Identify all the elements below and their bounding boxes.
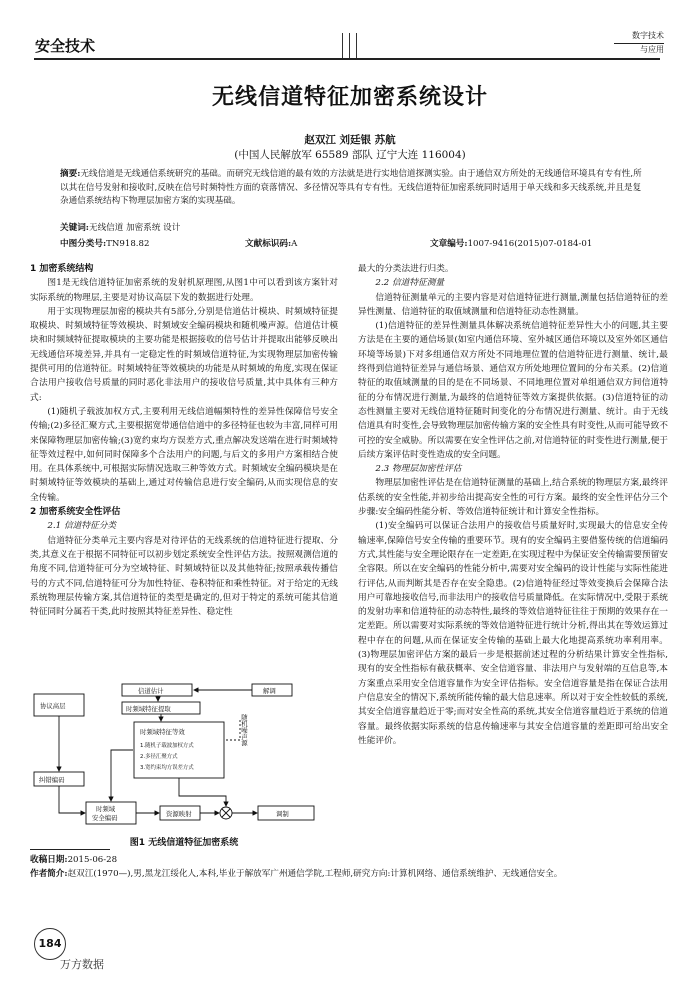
- article-number: [430, 237, 592, 249]
- label-opt2: 2.多径汇聚方式: [140, 754, 178, 760]
- header-divider: [349, 33, 350, 58]
- watermark: 万方数据: [60, 958, 104, 971]
- journal-logo: [614, 30, 664, 60]
- paragraph: (1)安全编码可以保证合法用户的接收信号质量好时,实现最大的信息安全传输速率,保障信号安全传输的重要环节。现有的安全编码主要借鉴传统的信道编码方式,其性能与安全理论限存在一定差距,在实现过程中为保证安全传输需要预留安全容限。所以在安全编码的性能分析中,需要对安全编码的设计性能与实际性能进行评估,从而判断其是否存在安全隐患。(2)信道特征经过等效变换后会保障合法用户可靠地接收信号,而非法用户的接收信号质量降低。在实际情况中,受限于系统的发射功率和信道特征的动态特性,最终的等效信道特征往往于预期的效果存在一定差距。所以需要对实际系统的等效信道特征进行统计分析,得出其在等效运算过程中存在的问题,从而在保证安全传输的基础上最大化地提高系统功率利用率。(3)物理层加密评估方案的最后一步是根据前述过程的分析结果计算安全性指标,现有的安全性指标有截获概率、安全信道容量、非法用户与发射端的互信息等,本方案重点采用安全信道容量作为安全评估指标。安全信道容量是指在保证合法用户信息安全的情况下,系统所能传输的最大信息速率。所以对于安全性较低的系统,其安全信道容量趋近于零;而对安全性高的系统,其安全信道容量趋近于系统的信道容量。最终依据实际系统的信息传输速率与其安全信道容量的差距即可给出安全性能评价。: [358, 521, 668, 746]
- clc-value: TN918.82: [106, 239, 150, 249]
- figure-caption: 图1 无线信道特征加密系统: [129, 838, 239, 848]
- right-column: [358, 262, 668, 748]
- journal-logo-bottom: 与应用: [614, 43, 664, 56]
- header-rule: [34, 58, 660, 60]
- paragraph: 用于实现物理层加密的模块共有5部分,分别是信道估计模块、时频域特征提取模块、时频域特征等效模块、时频域安全编码模块和随机噪声源。信道估计模块和时频域特征提取模块的主要功能是根据接收的信号估计并提取出能够反映出无线通信环境差异,并具有一定稳定性的时频域信道特征,为实现物理层加密传输提供可用的信道特征。时频域特征等效模块的功能是从时频域的角度,实现在保证合法用户接收信号质量的同时恶化非法用户的接收信号质量,其中具体有三种方式:: [30, 306, 338, 403]
- paragraph: 最大的分类法进行归类。: [358, 264, 454, 274]
- label-opt3: 3.宽约束均方误差方式: [140, 765, 194, 771]
- header-divider: [342, 33, 343, 58]
- bio-text: 赵双江(1970—),男,黑龙江绥化人,本科,毕业于解放军广州通信学院,工程师,研究方向:计算机网络、通信系统维护、无线通信安全。: [67, 869, 563, 879]
- section-heading: 2.2 信道特征测量: [375, 278, 445, 289]
- footnote-rule: [30, 849, 110, 850]
- keywords-label: 关键词:: [60, 223, 89, 233]
- doc-label: 文献标识码:: [245, 239, 292, 249]
- keywords: [60, 221, 648, 233]
- affiliation: (中国人民解放军 65589 部队 辽宁大连 116004): [234, 149, 466, 161]
- label-ecc: 纠错编码: [39, 776, 65, 784]
- paragraph: 信道特征分类单元主要内容是对待评估的无线系统的信道特征进行提取、分类,其意义在于根据不同特征可以初步划定系统安全性评估方法。按照观测信道的角度不同,信道特征可分为空域特征、时频域特征以及其他特征;按照承载传播信号的方式不同,信道特征可分为加性特征、卷积特征和乘性特征。对于给定的无线系统物理层传输方案,其信道特征的类型是确定的,但对于特定的系统可能其信道特征同时分属若干类,此时按照其特征差异性、稳定性: [30, 535, 338, 618]
- abstract-label: 摘要:: [60, 169, 81, 179]
- abstract-text: 无线信道是无线通信系统研究的基础。而研究无线信道的最有效的方法就是进行实地信道探测实验。由于通信双方所处的无线通信环境具有专有性,所以其在信号发射和接收时,反映在信号时频特性方面的衰落情况、多径情况等具有专有性。无线信道特征加密系统同时适用于单天线和多天线系统,并且是复杂通信系统结构下物理层加密方案的实现基础。: [60, 169, 642, 206]
- paper-title: 无线信道特征加密系统设计: [211, 85, 488, 110]
- section-tag: 安全技术: [35, 37, 96, 55]
- label-protocol: 协议高层: [40, 702, 66, 710]
- header-divider: [356, 33, 357, 58]
- keywords-text: 无线信道 加密系统 设计: [88, 223, 181, 233]
- doc-value: A: [291, 239, 298, 249]
- paragraph: (1)信道特征的差异性测量具体解决系统信道特征差异性大小的问题,其主要方法是在主要的通信场景(如室内通信环境、室外城区通信环境以及室外郊区通信环境等场景)下对多组通信双方所处不同地理位置的信道特征进行测量、统计,最终得到信道特征差异与通信场景、通信双方所处地理位置间的分布关系。(2)信道特征的取值域测量的目的是在不同场景、不同地理位置对单组通信双方间信道特征的分布情况进行测量,为最终的信道特征等效方案提供依据。(3)信道特征的动态性测量主要对无线信道特征随时间变化的分布情况进行测量、统计。由于无线信道具有时变性,会导致物理层加密传输方案的安全性具有时变性,从而可能导致不可控的安全威胁。所以需要在安全性评估之前,对信道特征的时变性进行测量,便于后续方案评估时变性造成的安全问题。: [358, 321, 668, 460]
- label-chest: 信道估计: [138, 687, 164, 695]
- received-value: 2015-06-28: [67, 855, 118, 865]
- author-bio: [30, 867, 670, 881]
- label-opt1: 1.随机子载波加权方式: [140, 743, 194, 749]
- left-column: [30, 262, 338, 619]
- page-number: 184: [34, 928, 66, 960]
- abstract: [60, 168, 648, 209]
- section-heading: 1 加密系统结构: [30, 264, 94, 274]
- paragraph: 图1是无线信道特征加密系统的发射机原理图,从图1中可以看到该方案针对实际系统的物理层,主要是对协议高层下发的数据进行处理。: [30, 278, 338, 303]
- article-label: 文章编号:: [430, 239, 468, 249]
- clc-number: [60, 237, 149, 249]
- received-date: [30, 853, 670, 867]
- doc-code: [245, 237, 297, 249]
- bio-label: 作者简介:: [30, 869, 68, 879]
- label-mod: 调制: [276, 810, 289, 818]
- paragraph: (1)随机子载波加权方式,主要利用无线信道幅频特性的差异性保障信号安全传输;(2)多径汇聚方式,主要根据宽带通信信道中的多径特征也较为丰富,同样可用来保障物理层加密传输;(3)宽约束均方误差方式,重点解决发送端在进行时频域特征等效过程中,如何同时保障多个合法用户的问题,与后文的多用户方案相结合使用。在具体系统中,可根据实际情况选取三种等效方式。时频域安全编码模块是在时频域特征等效模块的基础上,通过对传输信息进行安全编码,从而实现信息的安全传输。: [30, 406, 338, 503]
- label-map: 资源映射: [166, 810, 192, 818]
- journal-logo-top: 数字技术: [632, 31, 664, 40]
- label-demod: 解调: [263, 687, 276, 695]
- label-secenc2: 安全编码: [92, 814, 118, 822]
- article-value: 1007-9416(2015)07-0184-01: [467, 239, 593, 249]
- paragraph: 信道特征测量单元的主要内容是对信道特征进行测量,测量包括信道特征的差异性测量、信道特征的取值域测量和信道特征动态性测量。: [358, 292, 668, 317]
- label-noise: 随机噪声源: [240, 714, 248, 746]
- clc-label: 中图分类号:: [60, 239, 107, 249]
- section-heading: 2 加密系统安全性评估: [30, 507, 121, 518]
- paragraph: 物理层加密性评估是在信道特征测量的基础上,结合系统的物理层方案,最终评估系统的安全性能,并初步给出提高安全性的可行方案。最终的安全性评估分三个步骤:安全编码性能分析、等效信道特征统计和计算安全性指标。: [358, 478, 668, 518]
- section-heading: 2.1 信道特征分类: [47, 521, 117, 532]
- label-secenc1: 时频域: [96, 805, 116, 813]
- received-label: 收稿日期:: [30, 855, 68, 865]
- label-equiv: 时频域特征等效: [140, 728, 185, 736]
- authors: 赵双江 刘廷银 苏航: [304, 134, 396, 146]
- label-extract: 时频域特征提取: [126, 705, 171, 713]
- section-heading: 2.3 物理层加密性评估: [375, 464, 462, 475]
- block-diagram: [30, 680, 338, 832]
